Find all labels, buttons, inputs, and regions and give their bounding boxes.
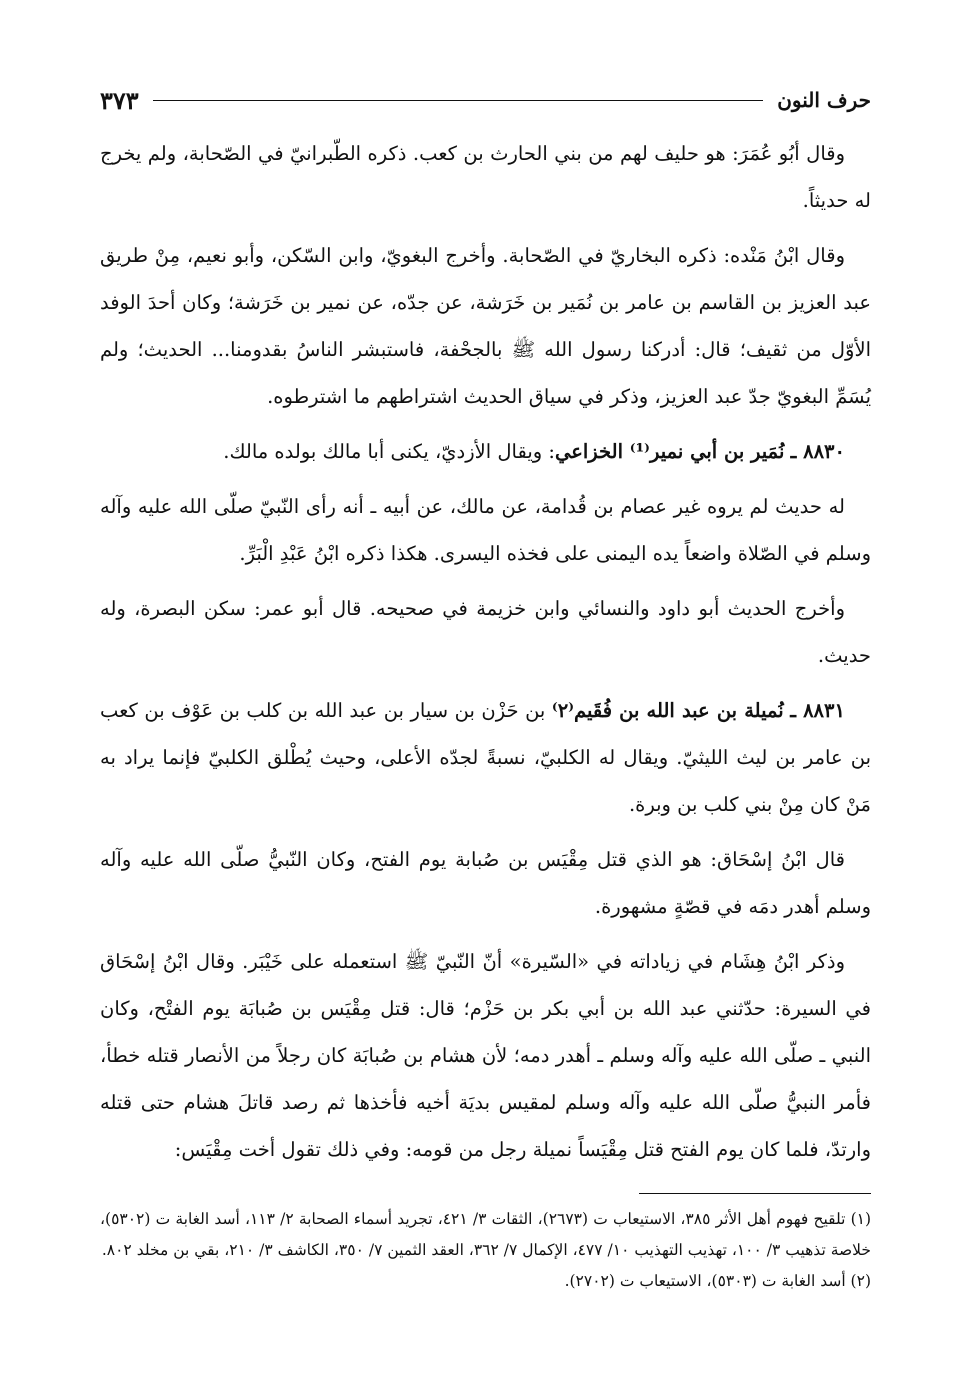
paragraph-text: بن حَزْن بن سيار بن عبد الله بن كلب بن عَوْف بن كعب بن عامر بن ليث الليثيّ. ويقال له الكلبيّ، نسبةً لجدّه الأعلى، وحيث يُطْلق الكلبيّ فإنما يراد به مَنْ كان مِنْ بني كلب بن وبرة. (100, 699, 871, 816)
paragraph-text: قال ابْنُ إسْحَاق: هو الذي قتل مِقْيَس بن صُبابة يوم الفتح، وكان النّبيُّ صلّى الله عليه وآله وسلم أهدر دمَه في قصّةٍ مشهورة. (100, 848, 871, 918)
main-text (100, 130, 871, 1173)
paragraph (100, 585, 871, 679)
footnote: (١) تلقيح فهوم أهل الأثر ٣٨٥، الاستيعاب ت (٢٦٧٣)، الثقات ٣/ ٤٢١، تجريد أسماء الصحابة ٢/ ١١٣، أسد الغابة ت (٥٣٠٢)، خلاصة تذهيب ٣/ ١٠٠، تهذيب التهذيب ١٠/ ٤٧٧، الإكمال ٧/ ٣٦٢، العقد الثمين ٧/ ٣٥٠، الكاشف ٣/ ٢١٠، بقي بن مخلد ٨٠٢. (100, 1210, 872, 1259)
entry-name: نُمَير بن أبي نمير⁽¹⁾ الخزاعي (554, 440, 785, 463)
entry-name: نُميلة بن عبد الله بن فُقَيم⁽٢⁾ (551, 699, 784, 722)
paragraph (100, 130, 871, 224)
paragraph-text: له حديث لم يروه غير عصام بن قُدامة، عن مالك، عن أبيه ـ أنه رأى النّبيّ صلّى الله عليه وآله وسلم في الصّلاة واضعاً يده اليمنى على فخذه اليسرى. هكذا ذكره ابْنُ عَبْدِ الْبَرِّ. (100, 495, 871, 565)
paragraph (100, 938, 871, 1173)
footnotes (100, 1204, 871, 1297)
footnote: (٢) أسد الغابة ت (٥٣٠٣)، الاستيعاب ت (٢٧٠٢). (564, 1272, 871, 1290)
footnote-rule (639, 1193, 871, 1194)
paragraph-text: : ويقال الأزديّ، يكنى أبا مالك بولده مالك. (223, 440, 555, 463)
entry-number: ٨٨٣٠ ـ (790, 440, 845, 463)
page-header (100, 80, 871, 120)
entry-number: ٨٨٣١ ـ (790, 699, 845, 722)
page-number: ٣٧٣ (100, 85, 139, 115)
paragraph-text: وقال أبُو عُمَرَ: هو حليف لهم من بني الحارث بن كعب. ذكره الطّبرانيّ في الصّحابة، ولم يخرج له حديثاً. (100, 142, 871, 212)
paragraph (100, 483, 871, 577)
paragraph (100, 232, 871, 420)
running-title: حرف النون (777, 88, 871, 112)
paragraph-text: وأخرج الحديث أبو داود والنسائي وابن خزيمة في صحيحه. قال أبو عمر: سكن البصرة، وله حديث. (100, 597, 871, 667)
header-rule (153, 100, 764, 101)
biography-entry (100, 428, 871, 475)
paragraph (100, 836, 871, 930)
biography-entry (100, 687, 871, 828)
paragraph-text: وقال ابْنُ مَنْده: ذكره البخاريّ في الصّحابة. وأخرج البغويّ، وابن السّكن، وأبو نعيم، مِنْ طريق عبد العزيز بن القاسم بن عامر بن نُمَير بن خَرَشة، عن جدّه، عن نمير بن خَرَشة؛ وكان أحدَ الوفد الأوّل من ثقيف؛ قال: أدركنا رسول الله ﷺ بالجحْفة، فاستبشر الناسُ بقدومنا... الحديث؛ ولم يُسَمِّ البغويّ جدّ عبد العزيز، وذكر في سياق الحديث اشتراطهم ما اشترطوه. (100, 244, 871, 408)
paragraph-text: وذكر ابْنُ هِشَام في زياداته في «السّيرة» أنّ النّبيّ ﷺ استعمله على خَيْبَر. وقال ابْنُ إسْحَاق في السيرة: حدّثني عبد الله بن أبي بكر بن حَزْم؛ قال: قتل مِقْيَس بن صُبابَة يوم الفتْح، وكان النبي ـ صلّى الله عليه وآله وسلم ـ أهدر دمه؛ لأن هشام بن صُبابَة كان رجلاً من الأنصار قتله خطأ، فأمر النبيُّ صلّى الله عليه وآله وسلم لمقيس بديَة أخيه فأخذها ثم رصد قاتلَ هشام حتى قتله وارتدّ، فلما كان يوم الفتح قتل مِقْيَساً نميلة رجل من قومه: وفي ذلك تقول أخت مِقْيَس: (100, 950, 871, 1161)
